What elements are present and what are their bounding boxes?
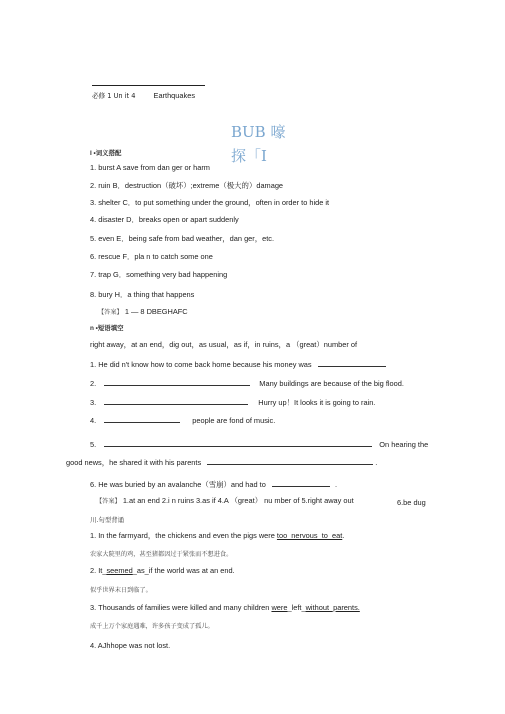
vocab-item: 7. trap G．something very bad happening	[90, 270, 228, 279]
watermark-line2: 探「I	[231, 147, 267, 165]
unit-label: 必修 1 Un it 4 Earthquakes	[92, 91, 196, 100]
question-4: 4. people are fond of music.	[90, 416, 276, 425]
answer-line: 【答案】 1.at an end 2.i n ruins 3.as if 4.A （great） nu mber of 5.right away out	[96, 496, 354, 505]
sentence-4: 4. AJhhope was not lost.	[90, 641, 171, 650]
phrase-bank: right away，at an end，dig out，as usual，as if，in ruins，a （great）number of	[90, 340, 358, 349]
answer-tail: 6.be dug	[397, 498, 426, 507]
answer-blank[interactable]	[104, 377, 250, 386]
vocab-item: 2. ruin B．destruction（破坏）;extreme（极大的）damage	[90, 181, 284, 190]
vocab-item: 8. bury H．a thing that happens	[90, 290, 195, 299]
answer-blank[interactable]	[104, 414, 180, 423]
section-heading: n •短语填空	[90, 325, 124, 332]
section-heading: 川.句型背诵	[90, 516, 124, 524]
answer-line: 【答案】 1 — 8 DBEGHAFC	[98, 307, 188, 316]
question-1: 1. He did n't know how to come back home because his money was	[90, 358, 386, 370]
answer-blank[interactable]	[104, 438, 372, 447]
sentence-3-translation: 成千上万个家庭遇难，许多孩子变成了孤儿。	[90, 623, 214, 630]
section-heading: I •词义搭配	[90, 150, 122, 157]
sentence-1: 1. In the farmyard，the chickens and even the pigs were too_nervous_to_eat.	[90, 531, 345, 540]
page-title: Earthquakes	[153, 91, 196, 100]
sentence-2: 2. It_seemed_as_if the world was at an end.	[90, 566, 235, 575]
sentence-1-translation: 农家大院里的鸡，甚至猪都因过于紧张而不想进食。	[90, 551, 233, 558]
watermark-line1: BUB 嚎	[231, 123, 286, 141]
vocab-item: 3. shelter C．to put something under the ground，often in order to hide it	[90, 198, 330, 207]
question-5-cont: good news，he shared it with his parents .	[66, 458, 378, 467]
vocab-item: 4. disaster D．breaks open or apart suddenly	[90, 215, 239, 224]
answer-blank[interactable]	[207, 456, 373, 465]
vocab-item: 5. even E．being safe from bad weather，dan ger，etc.	[90, 234, 275, 243]
question-2: 2. Many buildings are because of the big flood.	[90, 379, 404, 388]
question-3: 3. Hurry up！It looks it is going to rain.	[90, 398, 376, 407]
answer-blank[interactable]	[104, 396, 248, 405]
answer-blank[interactable]	[272, 478, 330, 487]
answer-blank[interactable]	[318, 358, 386, 367]
vocab-item: 1. burst A save from dan ger or harm	[90, 163, 210, 172]
vocab-item: 6. rescue F．pla n to catch some one	[90, 252, 213, 261]
header-rule	[92, 85, 205, 86]
question-5: 5. On hearing the	[90, 440, 429, 449]
sentence-2-translation: 似乎世界末日到临了。	[90, 587, 152, 594]
question-6: 6. He was buried by an avalanche（雪崩）and had to .	[90, 480, 338, 489]
sentence-3: 3. Thousands of families were killed and many children were_left_without_parents.	[90, 603, 360, 612]
